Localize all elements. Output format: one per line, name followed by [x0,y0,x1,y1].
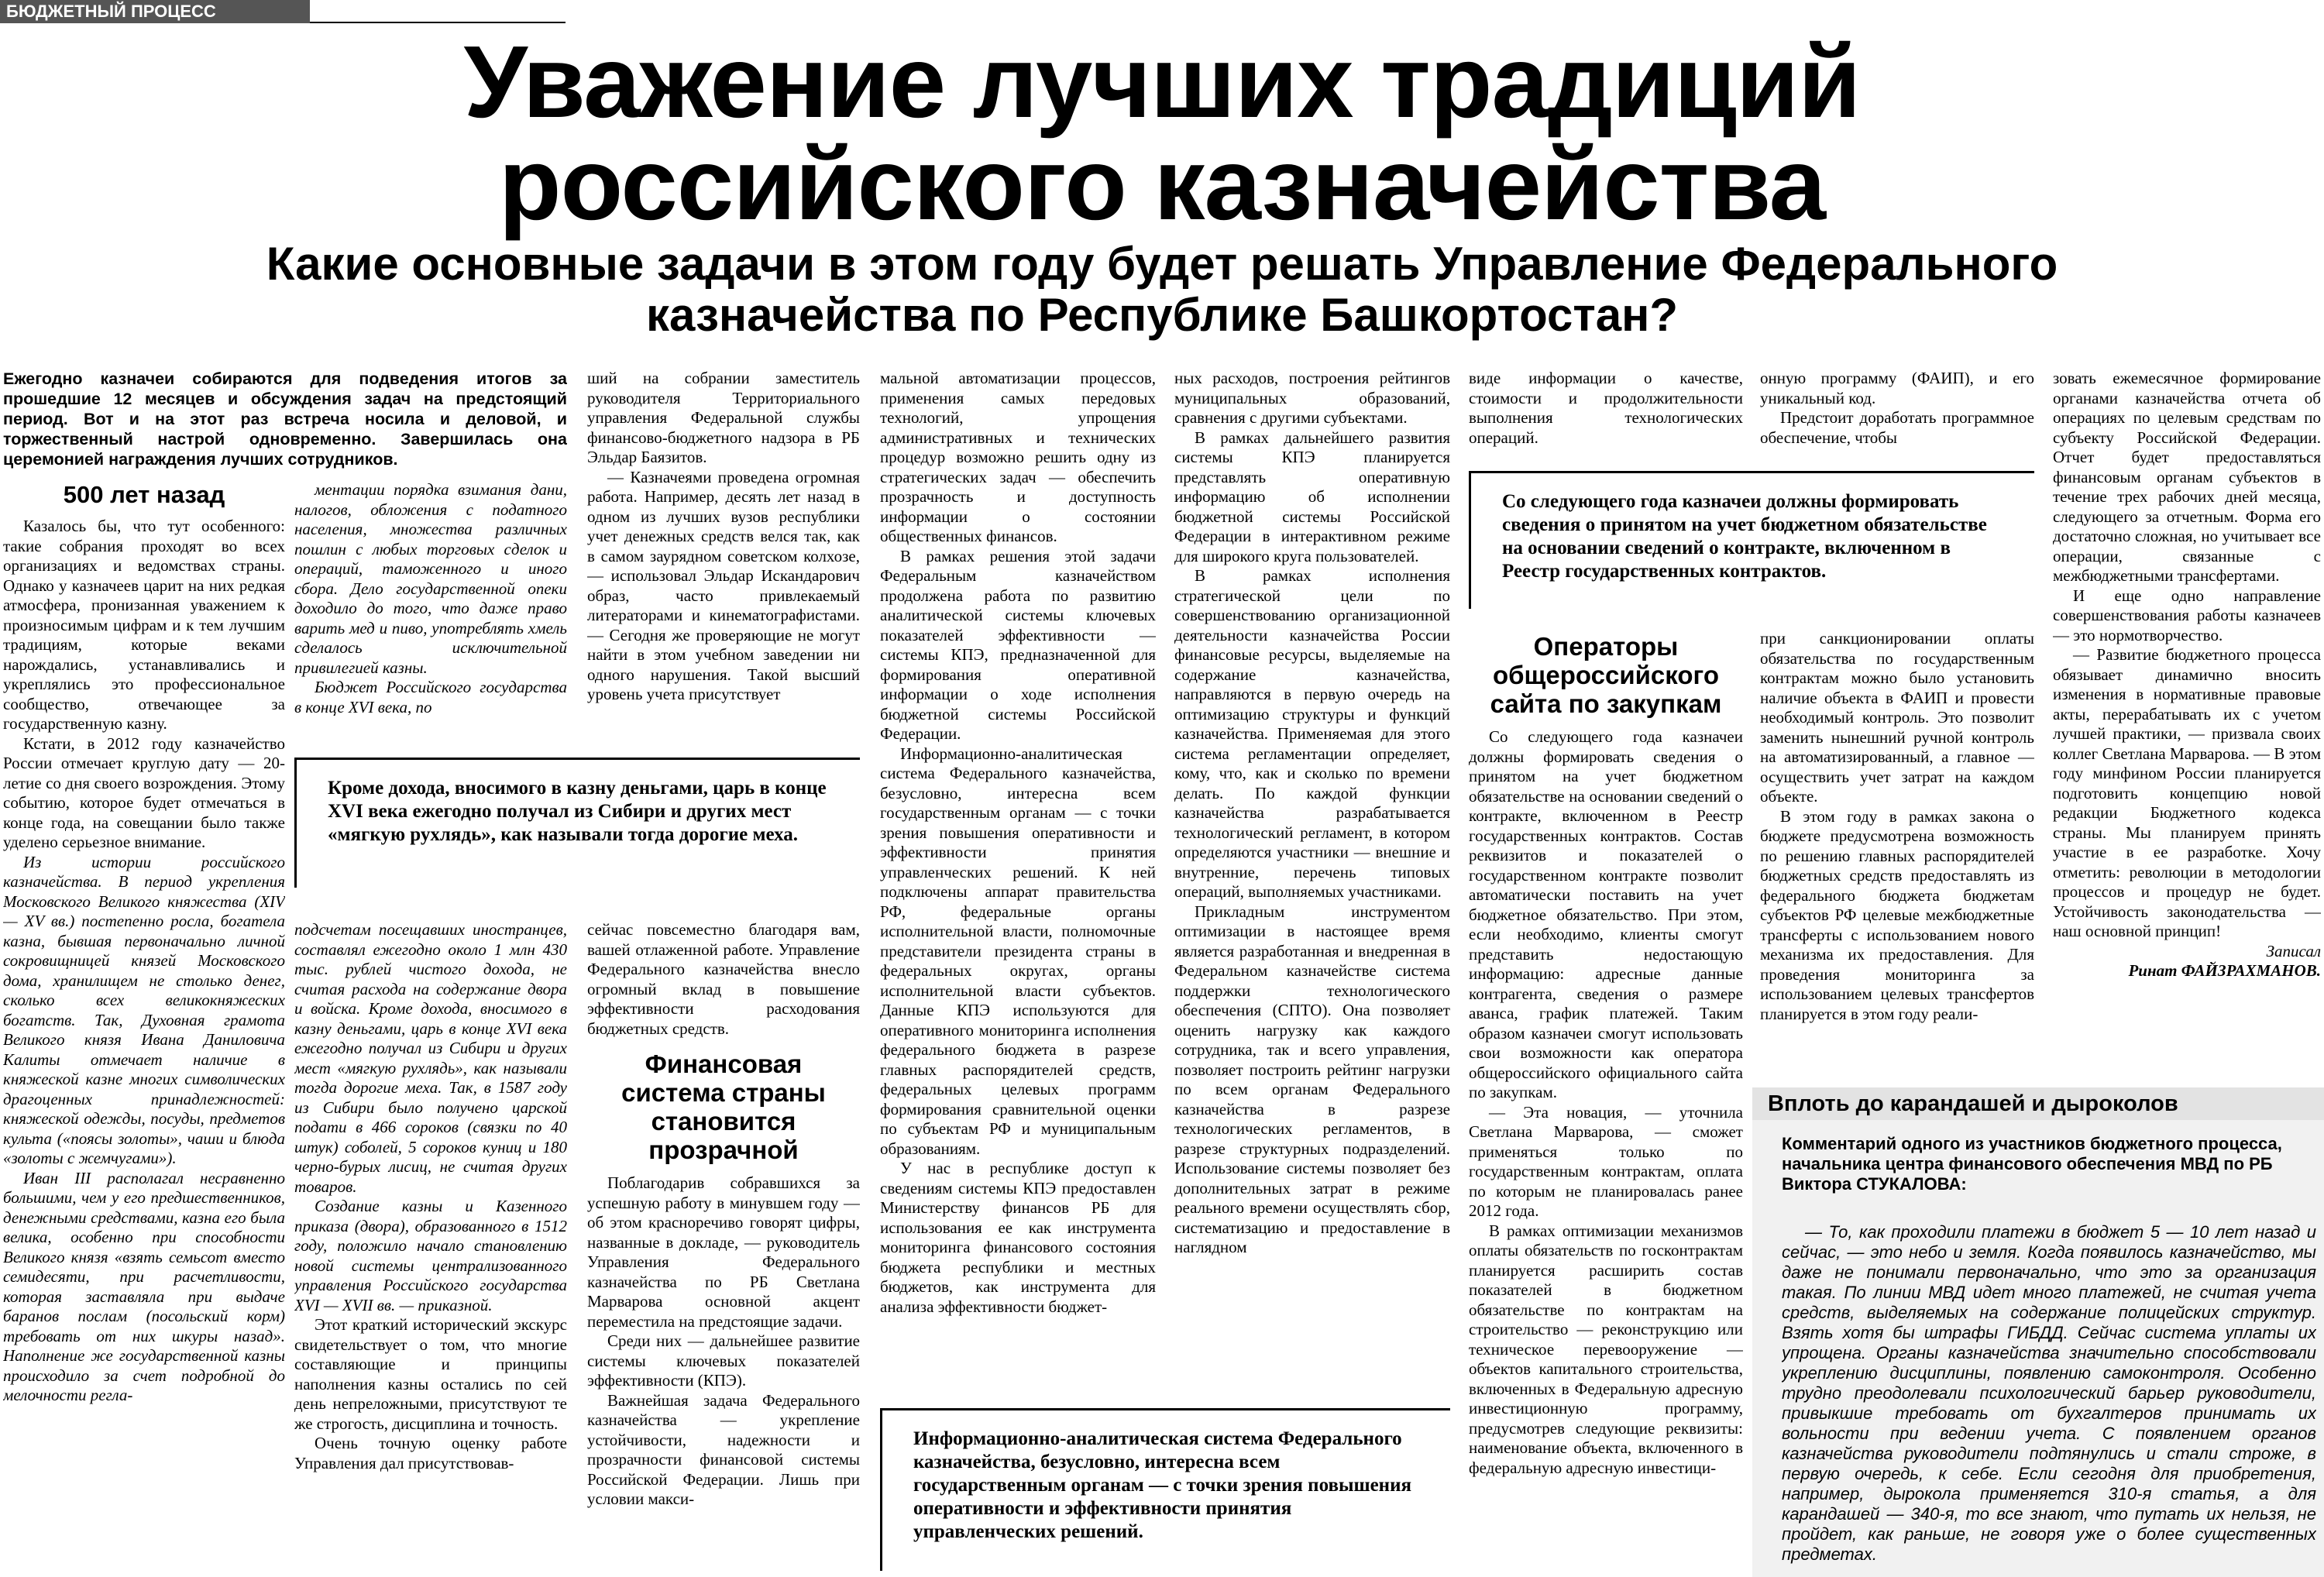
paragraph: В рамках исполнения стратегической цели по совершенствованию организационной деятельности казначейства России финансовые ресурсы, выделяемые на содержание казначейства, направляются в первую очередь на оптимизацию структуры и функций казначейства. Применяемая для этого система регламентации определяет, кому, что, как и сколько по времени делать. По каждой функции казначейства разрабатывается технологический регламент, в котором определяются участники — внешние и внутренние, перечень типовых операций, выполняемых участниками. [1174,566,1450,901]
subheadline-line-1: Какие основные задачи в этом году будет решать Управление Федерального [266,238,2058,290]
paragraph: У нас в республике доступ к сведениям системы КПЭ предоставлен Министерству финансов РБ для использования ее как инструмента мониторинга финансового состояния бюджета республики и местных бюджетов, как инструмента для анализа эффективности бюджет- [880,1159,1156,1316]
article-column-2-top [294,480,567,736]
article-lead: Ежегодно казначеи собираются для подведения итогов за прошедшие 12 месяцев и обсуждения задач на предстоящий период. Вот и на этот раз встреча носила и деловой, и торжественный настрой одновременно. Завершилась она церемонией награждения лучших сотрудников. [3,369,567,469]
article-column-6-top [1469,369,1743,454]
section-heading-operators: Операторы общероссийского сайта по закупкам [1490,632,1722,718]
paragraph: Информационно-аналитическая система Федерального казначейства, безусловно, интересна всем государственным органам — с точки зрения повышения оперативности и эффективности принятия управленческих решений. К ней подключены аппарат правительства РФ, федеральные органы исполнительной власти, полномочные представители президента страны в федеральных округах, органы исполнительной власти субъектов. Данные КПЭ используются для оперативного мониторинга исполнения федерального бюджета в разрезе главных распорядителей средств, федеральных целевых программ формирования сравнительной оценки по субъектам РФ и муниципальным образованиям. [880,744,1156,1158]
paragraph: подсчетам посещавших иностранцев, составлял ежегодно около 1 млн 430 тыс. рублей чистого дохода, не считая расхода на содержание двора и войска. Кроме дохода, вносимого в казну деньгами, царь в конце XVI века ежегодно получал из Сибири и других мест «мягкую рухлядь», как называли тогда дорогие меха. Так, в 1587 году из Сибири было получено царской подати в 466 сороков (связки по 40 штук) соболей, 5 сороков куниц и 180 черно-бурых лисиц, не считая других товаров. [294,920,567,1196]
paragraph: Кстати, в 2012 году казначейство России отмечает круглую дату — 20-летие со дня своего возрождения. Этому событию, которое будет отмечаться в конце года, на совещании было также уделено серьезное внимание. [3,734,285,851]
paragraph: — Развитие бюджетного процесса обязывает динамично вносить изменения в нормативные правовые акты, перерабатывать их с учетом лучшей практики, — призвала своих коллег Светлана Марварова. — В этом году минфином России планируется подготовить концепцию новой редакции Бюджетного кодекса страны. Мы планируем принять участие в ее разработке. Хочу отметить: революции в методологии процессов и процедур не будет. Устойчивость законодательства — наш основной принцип! [2053,645,2321,940]
byline-author-name: Ринат ФАЙЗРАХМАНОВ. [2128,961,2321,980]
paragraph: ший на собрании заместитель руководителя Территориального управления Федеральной службы финансово-бюджетного надзора в РБ Эльдар Баязитов. [587,369,860,466]
paragraph: В этом году в рамках закона о бюджете предусмотрена возможность по решению главных распорядителей бюджетных средств предоставлять из федерального бюджета бюджетам субъектов РФ целевые межбюджетные трансферты с использованием нового механизма их предоставления. Для проведения мониторинга за использованием целевых трансфертов планируется в этом году реали- [1760,806,2034,1023]
article-column-1-body [3,477,285,1577]
paragraph: — Эта новация, — уточнила Светлана Марварова, — сможет применяться только по государственным контрактам, оплата по которым не планировалась ранее 2012 года. [1469,1102,1743,1220]
pull-quote-2: Информационно-аналитическая система Федерального казначейства, безусловно, интересна всем государственным органам — с точки зрения повышения оперативности и эффективности принятия управленческих решений. [880,1408,1450,1571]
article-column-8 [2053,369,2321,1081]
section-heading-financial-system: Финансовая система страны становится прозрачной [621,1050,826,1164]
paragraph: Казалось бы, что тут особенного: такие собрания проходят во всех организациях и ведомствах страны. Однако у казначеев царит на них редкая атмосфера, пронизанная уважением к произносимым цифрам и к тем лучшим традициям, которые веками нарождались, устанавливались и укреплялись это профессиональное сообщество, отвечающее за государственную казну. [3,517,285,733]
article-column-4 [880,369,1156,1385]
subheadline-line-2: казначейства по Республике Башкортостан? [645,289,1679,341]
rubric-label: БЮДЖЕТНЫЙ ПРОЦЕСС [0,0,310,23]
byline-author [2053,961,2321,981]
paragraph: Среди них — дальнейшее развитие системы ключевых показателей эффективности (КПЭ). [587,1331,860,1390]
paragraph: Предстоит доработать программное обеспечение, чтобы [1760,408,2034,447]
paragraph: Создание казны и Казенного приказа (двора), образованного в 1512 году, положило начало становлению новой системы централизованного управления Российского государства XVI — XVII вв. — приказной. [294,1197,567,1314]
paragraph: И еще одно направление совершенствования работы казначеев — это нормотворчество. [2053,586,2321,644]
paragraph: ментации порядка взимания дани, налогов, обложения с податного населения, множества различных пошлин с любых торговых сделок и операций, таможенного и иного сбора. Дело государственной опеки доходило до того, что даже право варить мед и пиво, употреблять хмель сделалось исключительной привилегией казны. [294,480,567,677]
paragraph-history: Из истории российского казначейства. В период укрепления Московского Великого княжества (XIV — XV вв.) постепенно росла, богатела казна, бывшая первоначально личной сокровищницей князей Московского дома, хранилищем не столько денег, сколько всех великокняжеских богатств. Так, Духовная грамота Великого князя Ивана Даниловича Калиты отмечает наличие в княжеской казне многих символических драгоценных принадлежностей: княжеской одежды, посуды, предметов культа («поясы золоты», чаши и блюда «золоты с жемчугами»). [3,852,285,1167]
article-column-6-bottom [1469,629,1743,1577]
article-column-3-bottom [587,920,860,1577]
paragraph: Важнейшая задача Федерального казначейства — укрепление устойчивости, надежности и прозрачности финансовой системы Российской Федерации. Лишь при условии макси- [587,1390,860,1508]
paragraph: В рамках дальнейшего развития системы КПЭ планируется представлять оперативную информацию об исполнении бюджетной системы Российской Федерации в интерактивном режиме для широкого круга пользователей. [1174,428,1450,565]
paragraph: онную программу (ФАИП), и его уникальный код. [1760,369,2034,407]
headline-line-1: Уважение лучших традиций [463,25,1861,139]
paragraph: Со следующего года казначеи должны формировать сведения о принятом на учет бюджетном обязательстве на основании сведений о контракте, включенном в Реестр государственных контрактов. Состав реквизитов и показателей о государственном контракте позволит автоматически поставить на учет бюджетное обязательство. При этом, если необходимо, клиенты смогут представить недостающую информацию: адресные данные контрагента, сведения о размере аванса, график платежей. Таким образом казначеи смогут использовать свои возможности как оператора общероссийского официального сайта по закупкам. [1469,727,1743,1101]
section-heading-500-years: 500 лет назад [63,481,225,508]
article-column-2-bottom [294,920,567,1577]
sidebar-lead: Комментарий одного из участников бюджетного процесса, начальника центра финансового обеспечения МВД по РБ Виктора СТУКАЛОВА: [1782,1134,2282,1194]
paragraph: Прикладным инструментом оптимизации в настоящее время является разработанная и внедренная в Федеральном казначействе система поддержки технологического обеспечения (СПТО). Она позволяет оценить нагрузку как каждого сотрудника, так и всего управления, позволяет построить рейтинг нагрузки по всем органам Федерального казначейства в разрезе технологических регламентов, в разрезе структурных подразделений. Использование системы позволяет без дополнительных затрат в режиме реального времени осуществлять сбор, систематизацию и предоставление в наглядном [1174,902,1450,1256]
paragraph-history: Иван III располагал несравненно большими, чем у его предшественников, денежными средствами, казна его была велика, особенно при способности Великого князя «взять семьсот вместо семидесяти, при расчетливости, которая заставляла при выдаче баранов послам (посольский корм) требовать от них шкуры назад». Наполнение же государственной казны происходило за счет подробной до мелочности регла- [3,1168,285,1404]
byline-recorded: Записал [2266,941,2321,960]
sidebar-comment: — То, как проходили платежи в бюджет 5 — 10 лет назад и сейчас, — это небо и земля. Когда появилось казначейство, мы даже не понимали первоначально, что это за организация такая. По линии МВД идет много платежей, не считая учета средств, выделяемых на содержание полицейских структур. Взять хотя бы штрафы ГИБДД. Сейчас система уплаты их упрощена. Органы казначейства значительно способствовали укреплению дисциплины, появлению самоконтроля. Особенно трудно преодолевали психологический барьер руководители, привыкшие требовать от бухгалтеров принимать их вольности при ведении учета. С появлением органов казначейства руководители подтянулись и стали строже, в первую очередь, к себе. Если сегодня для приобретения, например, дырокола применяется 310-я статья, а для карандашей — 340-я, то все знают, что путать их нельзя, не пройдет, как раньше, не говоря уже о более существенных предметах. [1782,1222,2316,1564]
paragraph: В рамках оптимизации механизмов оплаты обязательств по госконтрактам планируется расширить состав показателей в бюджетном обязательстве по контрактам на строительство — реконструкцию или техническое перевооружение — объектов капитального строительства, включенных в Федеральную адресную инвестиционную программу, предусмотрев следующие реквизиты: наименование объекта, включенного в федеральную адресную инвестици- [1469,1221,1743,1477]
subheadline [0,239,2324,341]
paragraph: Очень точную оценку работе Управления дал присутствовав- [294,1434,567,1472]
article-column-3-top [587,369,860,733]
paragraph: В рамках решения этой задачи Федеральным казначейством продолжена работа по развитию аналитической системы ключевых показателей эффективности — системы КПЭ, предназначенной для формирования оперативной информации о ходе исполнения бюджетной системы Российской Федерации. [880,546,1156,743]
paragraph: виде информации о качестве, стоимости и продолжительности выполнения технологических операций. [1469,369,1743,447]
article-column-5 [1174,369,1450,1385]
paragraph: при санкционировании оплаты обязательства по государственным контрактам можно было установить наличие объекта в ФАИП и провести необходимый контроль. Это позволит заменить нынешний ручной контроль на автоматизированный, а главное — осуществить учет затрат на каждом объекте. [1760,629,2034,806]
pull-quote-1: Кроме дохода, вносимого в казну деньгами, царь в конце XVI века ежегодно получал из Сибири и других мест «мягкую рухлядь», как называли тогда дорогие меха. [294,758,860,888]
paragraph: сейчас повсеместно благодаря вам, вашей отлаженной работе. Управление Федерального казначейства внесло огромный вклад в повышение эффективности расходования бюджетных средств. [587,920,860,1038]
paragraph: зовать ежемесячное формирование органами казначейства отчета об операциях по целевым средствам по субъекту Российской Федерации. Отчет будет предоставляться финансовым органам субъектов в течение трех рабочих дней месяца, следующего за отчетным. Форма его достаточно сложная, но учитывает все операции, связанные с межбюджетными трансфертами. [2053,369,2321,585]
paragraph: мальной автоматизации процессов, применения самых передовых технологий, упрощения административных и технических процедур возможно решить одну из стратегических задач — обеспечить прозрачность и доступность информации о состоянии общественных финансов. [880,369,1156,545]
pull-quote-3: Со следующего года казначеи должны формировать сведения о принятом на учет бюджетном обязательстве на основании сведений о контракте, включенном в Реестр государственных контрактов. [1469,471,2034,609]
sidebar-title: Вплоть до карандашей и дыроколов [1752,1087,2324,1120]
article-column-1 [3,369,567,474]
headline [0,25,2324,241]
paragraph: ных расходов, построения рейтингов муниципальных образований, сравнения с другими субъектами. [1174,369,1450,427]
paragraph: Бюджет Российского государства в конце XVI века, по [294,678,567,716]
article-column-7-top [1760,369,2034,454]
headline-line-2: российского казначейства [498,127,1826,241]
article-column-7-bottom [1760,629,2034,1078]
paragraph: Поблагодарив собравшихся за успешную работу в минувшем году — об этом красноречиво говорят цифры, названные в докладе, — руководитель Управления Федерального казначейства по РБ Светлана Марварова основной акцент переместила на предстоящие задачи. [587,1173,860,1331]
paragraph: — Казначеями проведена огромная работа. Например, десять лет назад в одном из лучших вузов республики учет денежных средств велся так, как в самом заурядном советском колхозе, — использовал Эльдар Искандарович образ, часто привлекаемый литераторами и кинематографистами. — Сегодня же проверяющие не могут найти в этом учебном заведении ни одного нарушения. Такой высший уровень учета присутствует [587,467,860,703]
paragraph: Этот краткий исторический экскурс свидетельствует о том, что многие составляющие и принципы наполнения казны остались по сей день непреложными, присутствуют те же строгость, дисциплина и точность. [294,1315,567,1433]
rubric-rule [310,22,566,23]
